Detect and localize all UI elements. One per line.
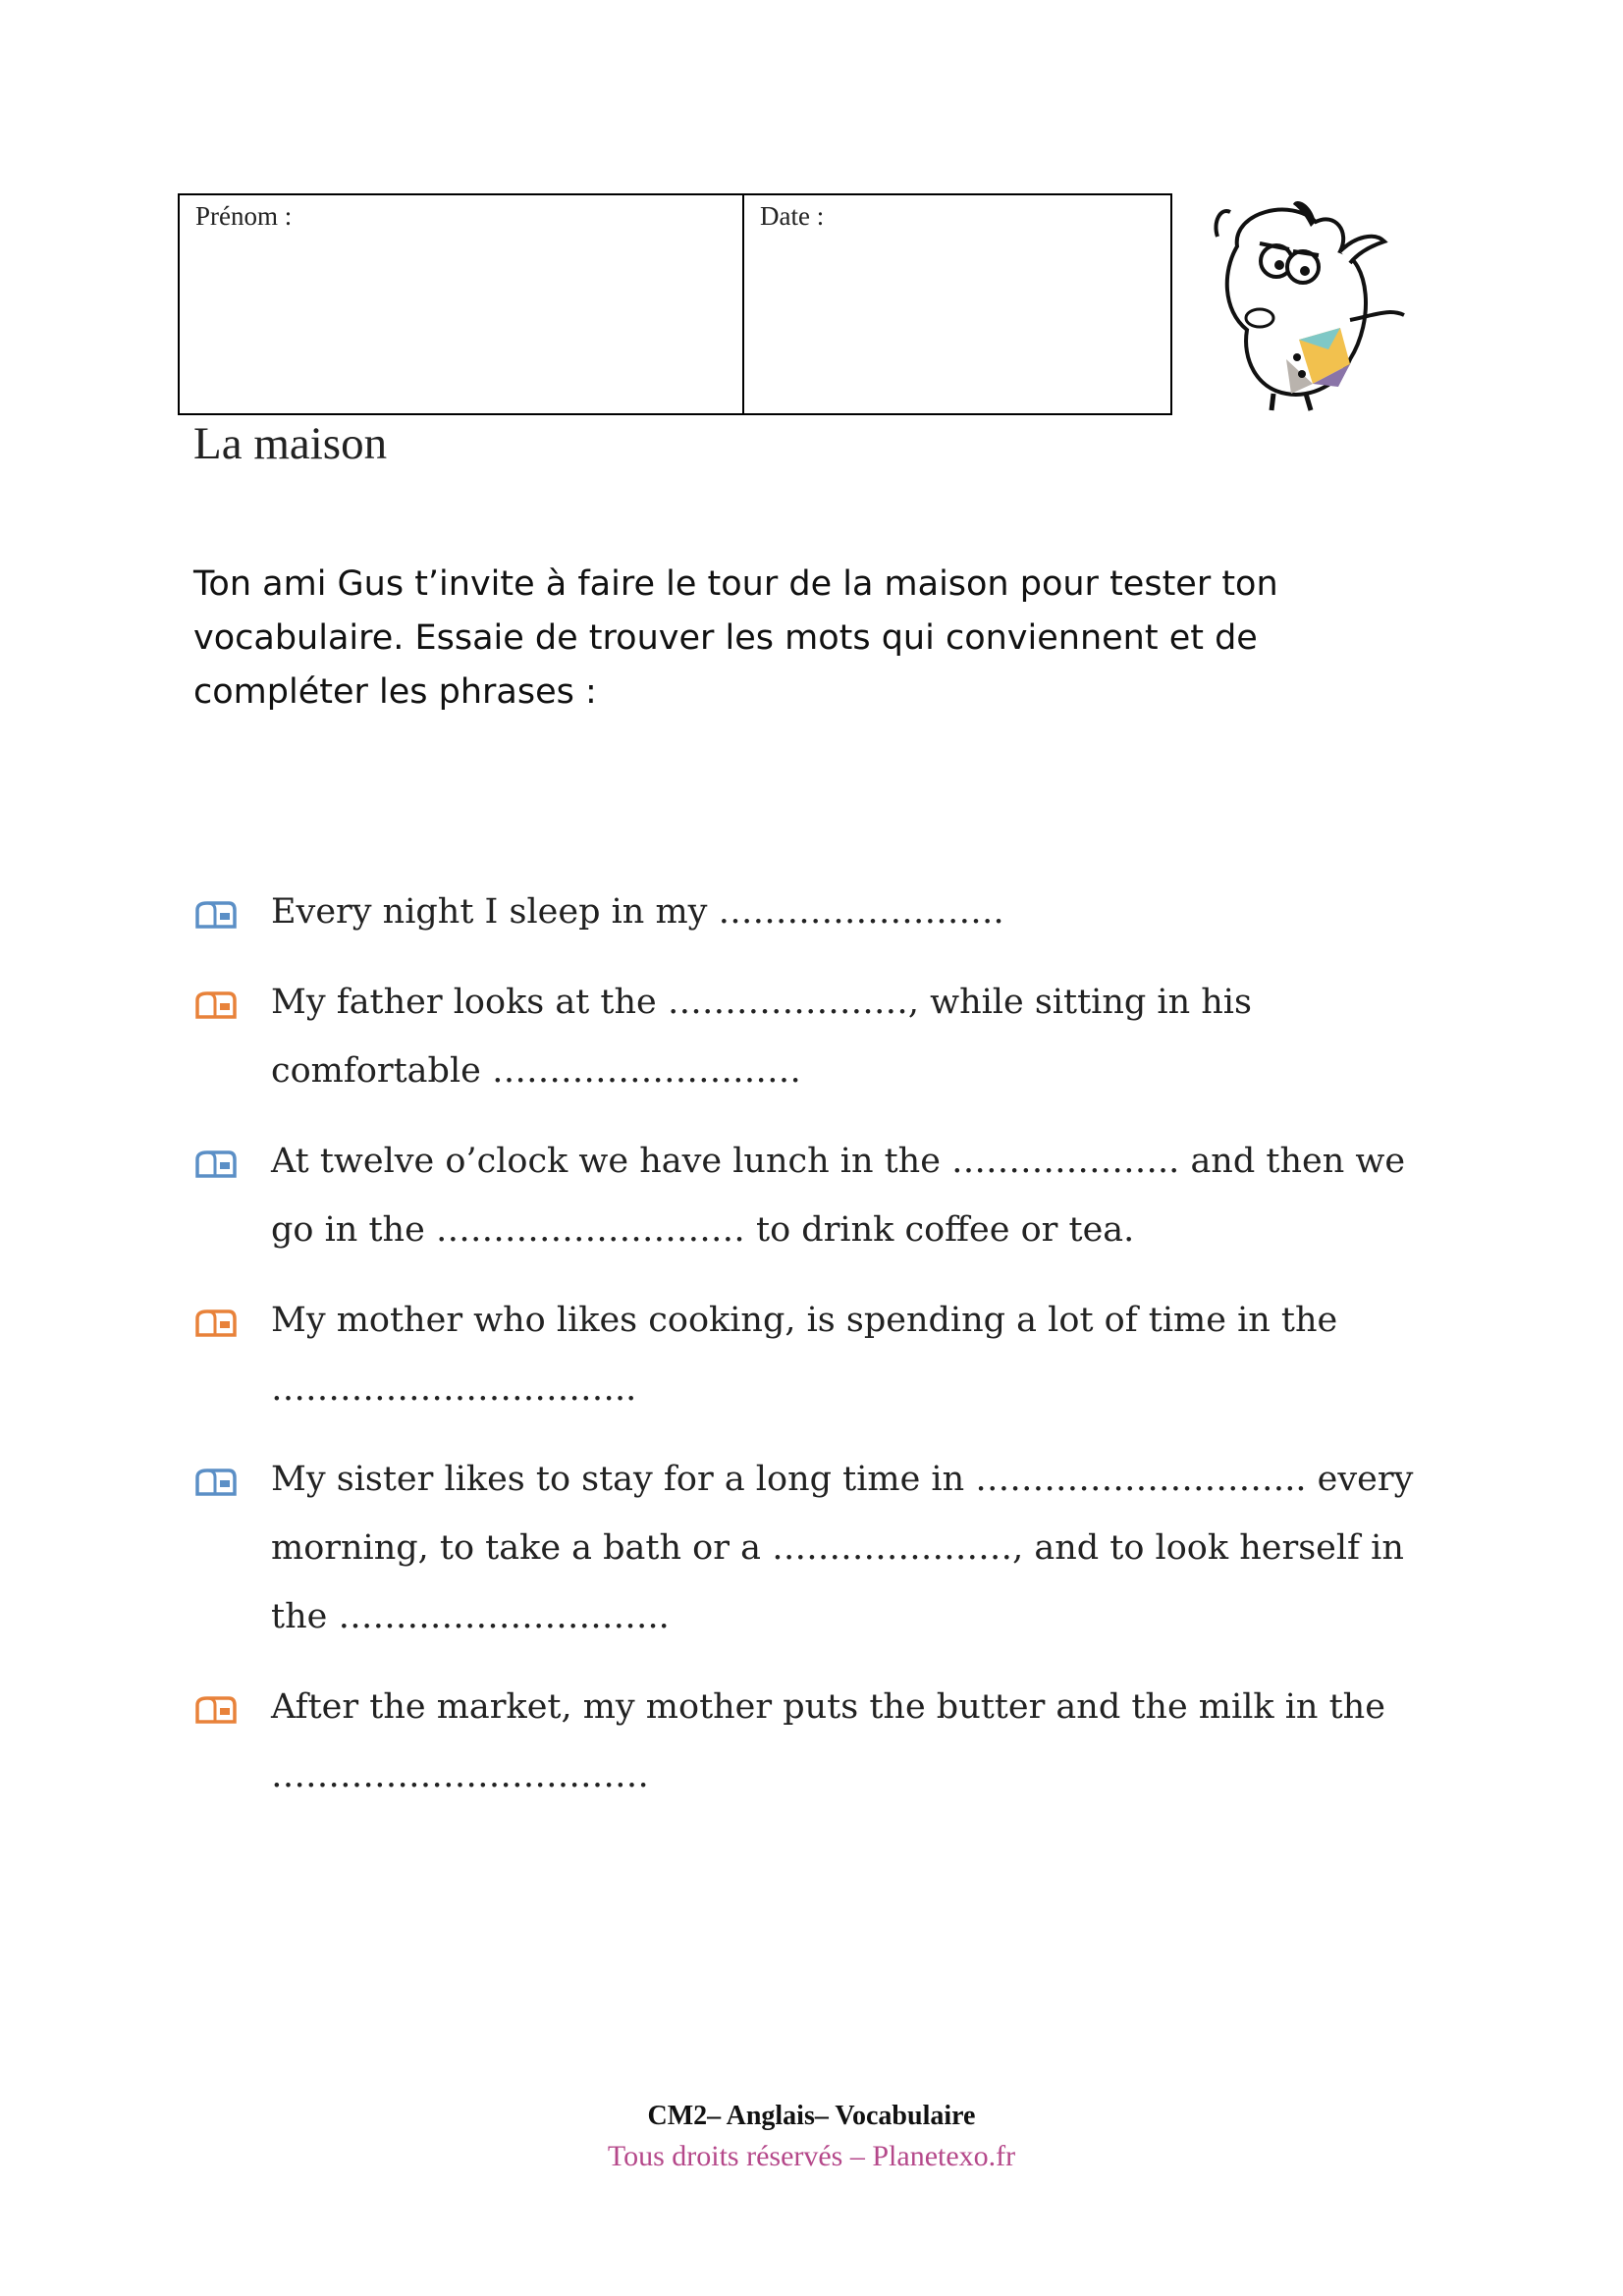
date-label: Date : [760,201,825,231]
exercise-sentence-1 [193,878,1431,946]
mailbox-icon [193,901,239,931]
exercise-sentence-6 [193,1673,1431,1810]
footer-copyright[interactable]: Tous droits réservés – Planetexo.fr [607,2140,1016,2172]
first-name-field[interactable] [180,195,744,413]
exercise-sentence-4 [193,1286,1431,1423]
exercise-sentence-2 [193,968,1431,1105]
mailbox-icon [193,1150,239,1180]
mailbox-icon [193,991,239,1021]
sentence-text: At twelve o’clock we have lunch in the ……………….. and then we go in the ……………………… to drink coffee or tea. [271,1142,1406,1250]
footer-course: CM2– Anglais– Vocabulaire [647,2101,976,2131]
exercise-list [193,878,1431,1810]
exercise-sentence-3 [193,1127,1431,1264]
date-field[interactable] [744,195,1170,413]
sentence-text: Every night I sleep in my ……………………. [271,892,1004,932]
sentence-text: After the market, my mother puts the butter and the milk in the …………………………… [271,1687,1385,1795]
sentence-text: My father looks at the …………………, while sitting in his comfortable ……………………… [271,983,1252,1091]
mailbox-icon [193,1468,239,1498]
first-name-label: Prénom : [195,201,293,231]
sentence-text: My sister likes to stay for a long time in ……………………….. every morning, to take a bath or a …………………, and to look herself in the ……………………….. [271,1460,1414,1636]
name-date-box [178,193,1172,415]
page-title: La maison [193,418,388,469]
sentence-text: My mother who likes cooking, is spending a lot of time in the ………………………….. [271,1301,1338,1409]
sheep-mascot-icon [1203,192,1414,413]
instructions: Ton ami Gus t’invite à faire le tour de la maison pour tester ton vocabulaire. Essaie de trouver les mots qui conviennent et de compléter les phrases : [193,564,1278,712]
mailbox-icon [193,1696,239,1726]
exercise-sentence-5 [193,1445,1431,1651]
mailbox-icon [193,1309,239,1339]
